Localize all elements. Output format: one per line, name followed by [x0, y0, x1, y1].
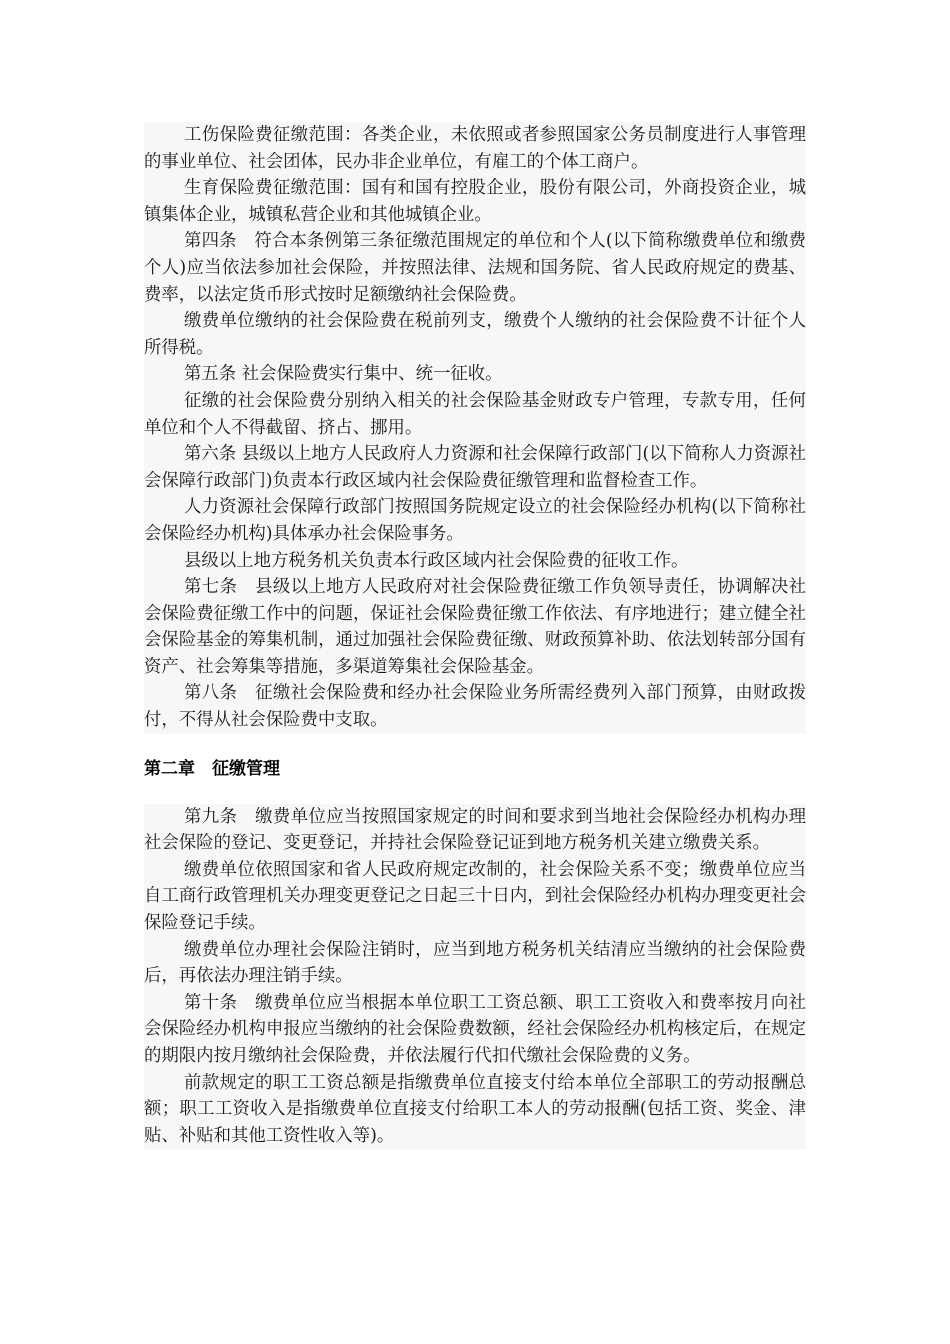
paragraph: 第六条 县级以上地方人民政府人力资源和社会保障行政部门(以下简称人力资源社会保障行政部门)负责本行政区域内社会保险费征缴管理和监督检查工作。 — [144, 444, 806, 491]
article-block-1 — [144, 122, 806, 734]
paragraph: 县级以上地方税务机关负责本行政区域内社会保险费的征收工作。 — [184, 550, 689, 571]
paragraph: 征缴的社会保险费分别纳入相关的社会保险基金财政专户管理，专款专用，任何单位和个人不得截留、挤占、挪用。 — [144, 390, 806, 438]
paragraph: 工伤保险费征缴范围：各类企业，未依照或者参照国家公务员制度进行人事管理的事业单位、社会团体，民办非企业单位，有雇工的个体工商户。 — [144, 125, 806, 172]
paragraph: 第九条 缴费单位应当按照国家规定的时间和要求到当地社会保险经办机构办理社会保险的登记、变更登记，并持社会保险登记证到地方税务机关建立缴费关系。 — [144, 806, 806, 854]
paragraph: 第四条 符合本条例第三条征缴范围规定的单位和个人(以下简称缴费单位和缴费个人)应当依法参加社会保险，并按照法律、法规和国务院、省人民政府规定的费基、费率，以法定货币形式按时足额缴纳社会保险费。 — [144, 231, 806, 305]
paragraph: 第十条 缴费单位应当根据本单位职工工资总额、职工工资收入和费率按月向社会保险经办机构申报应当缴纳的社会保险费数额，经社会保险经办机构核定后，在规定的期限内按月缴纳社会保险费，并依法履行代扣代缴社会保险费的义务。 — [144, 992, 806, 1066]
paragraph: 人力资源社会保障行政部门按照国务院规定设立的社会保险经办机构(以下简称社会保险经办机构)具体承办社会保险事务。 — [144, 497, 806, 544]
paragraph: 前款规定的职工工资总额是指缴费单位直接支付给本单位全部职工的劳动报酬总额；职工工资收入是指缴费单位直接支付给职工本人的劳动报酬(包括工资、奖金、津贴、补贴和其他工资性收入等)。 — [144, 1072, 806, 1146]
paragraph: 第五条 社会保险费实行集中、统一征收。 — [184, 364, 503, 385]
paragraph: 缴费单位依照国家和省人民政府规定改制的，社会保险关系不变；缴费单位应当自工商行政管理机关办理变更登记之日起三十日内，到社会保险经办机构办理变更社会保险登记手续。 — [144, 859, 806, 934]
article-block-2 — [144, 804, 806, 1150]
paragraph: 缴费单位办理社会保险注销时，应当到地方税务机关结清应当缴纳的社会保险费后，再依法办理注销手续。 — [144, 939, 806, 987]
chapter-heading: 第二章 征缴管理 — [144, 758, 280, 779]
paragraph: 缴费单位缴纳的社会保险费在税前列支，缴费个人缴纳的社会保险费不计征个人所得税。 — [144, 311, 806, 358]
document-page — [144, 122, 806, 1149]
paragraph: 生育保险费征缴范围：国有和国有控股企业，股份有限公司，外商投资企业，城镇集体企业，城镇私营企业和其他城镇企业。 — [144, 178, 806, 225]
paragraph: 第八条 征缴社会保险费和经办社会保险业务所需经费列入部门预算，由财政拨付，不得从社会保险费中支取。 — [144, 683, 806, 731]
paragraph: 第七条 县级以上地方人民政府对社会保险费征缴工作负领导责任，协调解决社会保险费征缴工作中的问题，保证社会保险费征缴工作依法、有序地进行；建立健全社会保险基金的筹集机制，通过加强社会保险费征缴、财政预算补助、依法划转部分国有资产、社会筹集等措施，多渠道筹集社会保险基金。 — [144, 577, 806, 677]
